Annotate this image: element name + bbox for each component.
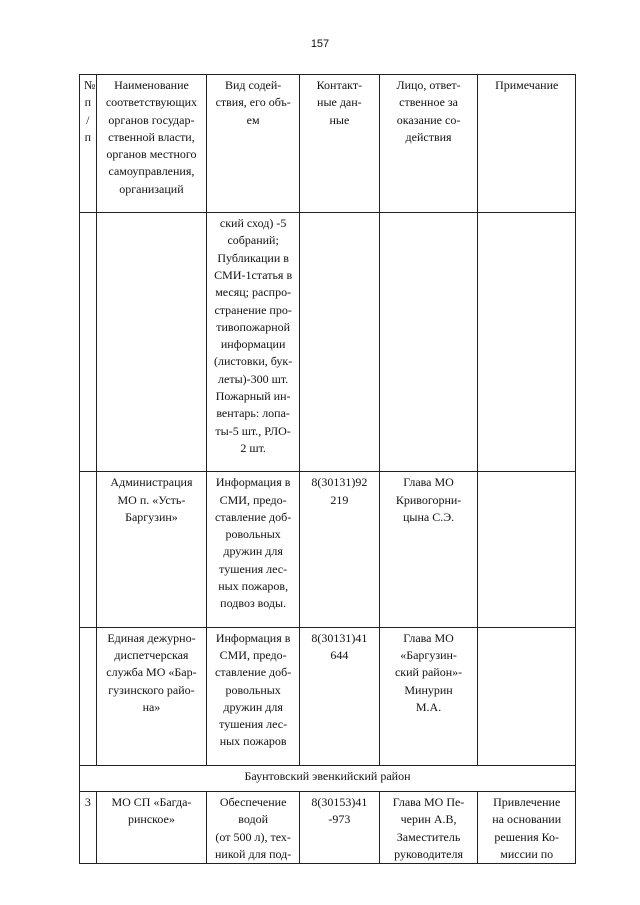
section-row (80, 765, 576, 791)
header-num: № п/ п (80, 75, 97, 213)
cell-person: Глава МО «Баргузин- ский район»- Минурин М.А. (379, 627, 478, 765)
page-number: 157 (310, 38, 330, 50)
section-title: Баунтовский эвенкийский район (80, 765, 576, 791)
table-row (80, 472, 576, 627)
table-row (80, 791, 576, 863)
cell-note (478, 472, 576, 627)
cell-contact: 8(30153)41 -973 (300, 791, 380, 863)
cell-num (80, 627, 97, 765)
header-kind: Вид содей- ствия, его объ- ем (207, 75, 300, 213)
cell-name (96, 213, 207, 472)
cell-name: МО СП «Багда- ринское» (96, 791, 207, 863)
table-header-row (80, 75, 576, 213)
cell-contact: 8(30131)41 644 (300, 627, 380, 765)
cell-name: Единая дежурно- диспетчерская служба МО «Бар- гузинского райо- на» (96, 627, 207, 765)
cell-kind: ский сход) -5 собраний; Публикации в СМИ-1статья в месяц; распро- странение про- тивопожарной информации (листовки, бук- леты)-300 шт. Пожарный ин- вентарь: лопа- ты-5 шт., РЛО- 2 шт. (207, 213, 300, 472)
table-row (80, 627, 576, 765)
cell-num: 3 (80, 791, 97, 863)
header-note: Примечание (478, 75, 576, 213)
header-name: Наименование соответствующих органов государ- ственной власти, органов местного самоуправления, организаций (96, 75, 207, 213)
cell-person (379, 213, 478, 472)
cell-name: Администрация МО п. «Усть- Баргузин» (96, 472, 207, 627)
cell-num (80, 472, 97, 627)
cell-kind: Информация в СМИ, предо- ставление доб- ровольных дружин для тушения лес- ных пожаров (207, 627, 300, 765)
cell-person: Глава МО Пе- черин А.В, Заместитель руководителя (379, 791, 478, 863)
table-row (80, 213, 576, 472)
cell-kind: Информация в СМИ, предо- ставление доб- ровольных дружин для тушения лес- ных пожаров, подвоз воды. (207, 472, 300, 627)
cell-contact: 8(30131)92 219 (300, 472, 380, 627)
cell-note (478, 213, 576, 472)
header-contact: Контакт- ные дан- ные (300, 75, 380, 213)
cell-num (80, 213, 97, 472)
header-person: Лицо, ответ- ственное за оказание со- действия (379, 75, 478, 213)
cell-person: Глава МО Кривогорни- цына С.Э. (379, 472, 478, 627)
cell-note (478, 627, 576, 765)
cell-contact (300, 213, 380, 472)
assistance-table (79, 74, 576, 864)
cell-kind: Обеспечение водой (от 500 л), тех- никой для под- (207, 791, 300, 863)
cell-note: Привлечение на основании решения Ко- миссии по (478, 791, 576, 863)
